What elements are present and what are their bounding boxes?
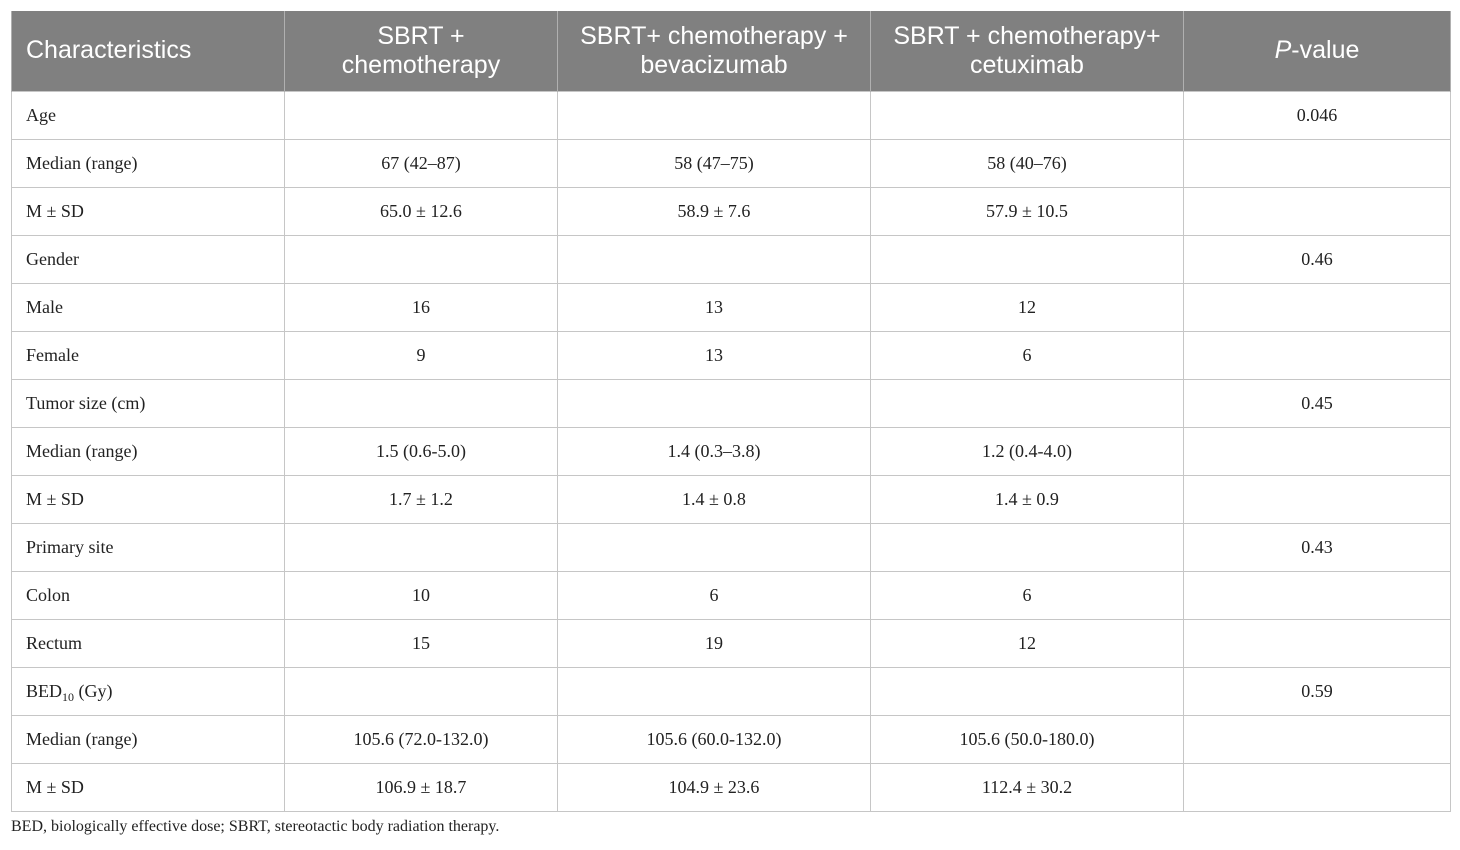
cell-p-value [1184, 331, 1451, 379]
row-label-text: Age [26, 104, 56, 125]
row-label-text: Median (range) [26, 728, 138, 749]
row-label-text: Rectum [26, 632, 82, 653]
table-row [12, 619, 1451, 667]
row-label-suffix: (Gy) [74, 680, 113, 701]
characteristics-table [11, 11, 1451, 812]
cell-sbrt-chemotherapy: 16 [285, 283, 558, 331]
row-label-text: Primary site [26, 536, 114, 557]
cell-p-value [1184, 715, 1451, 763]
table-row [12, 427, 1451, 475]
row-label [12, 571, 285, 619]
table-row [12, 523, 1451, 571]
row-label [12, 139, 285, 187]
cell-sbrt-chemo-cetuximab: 58 (40–76) [871, 139, 1184, 187]
row-label-text: Colon [26, 584, 71, 605]
header-sbrt-chemo-bevacizumab [558, 11, 871, 91]
cell-sbrt-chemo-bevacizumab [558, 667, 871, 715]
cell-sbrt-chemotherapy: 105.6 (72.0-132.0) [285, 715, 558, 763]
header-col1-line1: SBRT + [377, 21, 465, 50]
cell-sbrt-chemotherapy: 1.7 ± 1.2 [285, 475, 558, 523]
header-col3-line1: SBRT + chemotherapy+ [893, 21, 1161, 50]
cell-sbrt-chemo-cetuximab: 57.9 ± 10.5 [871, 187, 1184, 235]
cell-sbrt-chemotherapy: 9 [285, 331, 558, 379]
row-label [12, 667, 285, 715]
row-label [12, 523, 285, 571]
row-label-subscript: 10 [62, 689, 74, 704]
table-row [12, 91, 1451, 139]
header-p-rest: -value [1291, 36, 1360, 65]
cell-sbrt-chemo-cetuximab [871, 91, 1184, 139]
row-label [12, 283, 285, 331]
cell-sbrt-chemo-cetuximab [871, 235, 1184, 283]
cell-p-value [1184, 283, 1451, 331]
header-sbrt-chemo-cetuximab [871, 11, 1184, 91]
table-row [12, 139, 1451, 187]
cell-p-value [1184, 187, 1451, 235]
row-label [12, 379, 285, 427]
cell-p-value: 0.46 [1184, 235, 1451, 283]
cell-sbrt-chemo-bevacizumab: 1.4 (0.3–3.8) [558, 427, 871, 475]
cell-sbrt-chemo-cetuximab: 6 [871, 571, 1184, 619]
table-header [12, 11, 1451, 91]
cell-sbrt-chemo-bevacizumab [558, 91, 871, 139]
table-row [12, 571, 1451, 619]
row-label-text: Median (range) [26, 152, 138, 173]
cell-p-value [1184, 619, 1451, 667]
row-label-text: M ± SD [26, 776, 84, 797]
cell-sbrt-chemotherapy [285, 523, 558, 571]
characteristics-table-container [11, 11, 1450, 812]
cell-sbrt-chemotherapy [285, 379, 558, 427]
cell-sbrt-chemo-bevacizumab [558, 379, 871, 427]
cell-sbrt-chemo-bevacizumab: 58 (47–75) [558, 139, 871, 187]
cell-sbrt-chemo-cetuximab: 12 [871, 619, 1184, 667]
cell-sbrt-chemo-cetuximab [871, 379, 1184, 427]
cell-p-value [1184, 139, 1451, 187]
row-label [12, 763, 285, 811]
header-characteristics: Characteristics [12, 11, 285, 91]
cell-sbrt-chemo-bevacizumab: 105.6 (60.0-132.0) [558, 715, 871, 763]
cell-sbrt-chemo-bevacizumab: 1.4 ± 0.8 [558, 475, 871, 523]
header-row [12, 11, 1451, 91]
cell-sbrt-chemo-bevacizumab: 58.9 ± 7.6 [558, 187, 871, 235]
header-col1-line2: chemotherapy [341, 50, 501, 79]
cell-sbrt-chemotherapy: 65.0 ± 12.6 [285, 187, 558, 235]
row-label [12, 619, 285, 667]
cell-sbrt-chemo-bevacizumab [558, 523, 871, 571]
table-row [12, 763, 1451, 811]
cell-p-value [1184, 763, 1451, 811]
cell-sbrt-chemo-cetuximab [871, 523, 1184, 571]
row-label [12, 91, 285, 139]
table-body [12, 91, 1451, 811]
cell-sbrt-chemo-bevacizumab: 13 [558, 331, 871, 379]
cell-sbrt-chemo-cetuximab [871, 667, 1184, 715]
cell-sbrt-chemo-cetuximab: 6 [871, 331, 1184, 379]
cell-sbrt-chemotherapy [285, 667, 558, 715]
row-label-text: Gender [26, 248, 79, 269]
cell-sbrt-chemotherapy [285, 91, 558, 139]
cell-sbrt-chemo-bevacizumab: 104.9 ± 23.6 [558, 763, 871, 811]
cell-sbrt-chemotherapy: 106.9 ± 18.7 [285, 763, 558, 811]
cell-sbrt-chemo-cetuximab: 112.4 ± 30.2 [871, 763, 1184, 811]
cell-p-value [1184, 475, 1451, 523]
cell-p-value [1184, 571, 1451, 619]
table-row [12, 715, 1451, 763]
table-row [12, 667, 1451, 715]
row-label [12, 715, 285, 763]
table-row [12, 475, 1451, 523]
cell-sbrt-chemotherapy [285, 235, 558, 283]
cell-sbrt-chemo-cetuximab: 1.4 ± 0.9 [871, 475, 1184, 523]
cell-sbrt-chemotherapy: 1.5 (0.6-5.0) [285, 427, 558, 475]
cell-p-value: 0.046 [1184, 91, 1451, 139]
cell-sbrt-chemo-bevacizumab [558, 235, 871, 283]
table-row [12, 379, 1451, 427]
row-label-text: M ± SD [26, 488, 84, 509]
row-label [12, 331, 285, 379]
header-col2-line2: bevacizumab [640, 50, 788, 79]
cell-sbrt-chemotherapy: 67 (42–87) [285, 139, 558, 187]
header-p-italic: P [1274, 36, 1292, 65]
cell-sbrt-chemo-bevacizumab: 19 [558, 619, 871, 667]
table-row [12, 331, 1451, 379]
row-label [12, 475, 285, 523]
cell-p-value: 0.43 [1184, 523, 1451, 571]
row-label-text: BED [26, 680, 62, 701]
table-footnote: BED, biologically effective dose; SBRT, stereotactic body radiation therapy. [11, 818, 500, 835]
cell-sbrt-chemotherapy: 15 [285, 619, 558, 667]
header-p-value [1184, 11, 1451, 91]
row-label-text: M ± SD [26, 200, 84, 221]
header-col3-line2: cetuximab [970, 50, 1084, 79]
cell-sbrt-chemo-bevacizumab: 13 [558, 283, 871, 331]
cell-p-value [1184, 427, 1451, 475]
row-label [12, 187, 285, 235]
cell-sbrt-chemo-cetuximab: 12 [871, 283, 1184, 331]
header-sbrt-chemotherapy [285, 11, 558, 91]
row-label [12, 427, 285, 475]
row-label-text: Female [26, 344, 79, 365]
cell-sbrt-chemo-cetuximab: 1.2 (0.4-4.0) [871, 427, 1184, 475]
row-label-text: Tumor size (cm) [26, 392, 146, 413]
table-row [12, 187, 1451, 235]
cell-sbrt-chemo-bevacizumab: 6 [558, 571, 871, 619]
cell-sbrt-chemo-cetuximab: 105.6 (50.0-180.0) [871, 715, 1184, 763]
row-label-text: Median (range) [26, 440, 138, 461]
header-col2-line1: SBRT+ chemotherapy + [580, 21, 848, 50]
table-row [12, 283, 1451, 331]
row-label-text: Male [26, 296, 63, 317]
row-label [12, 235, 285, 283]
table-row [12, 235, 1451, 283]
cell-p-value: 0.59 [1184, 667, 1451, 715]
cell-p-value: 0.45 [1184, 379, 1451, 427]
cell-sbrt-chemotherapy: 10 [285, 571, 558, 619]
